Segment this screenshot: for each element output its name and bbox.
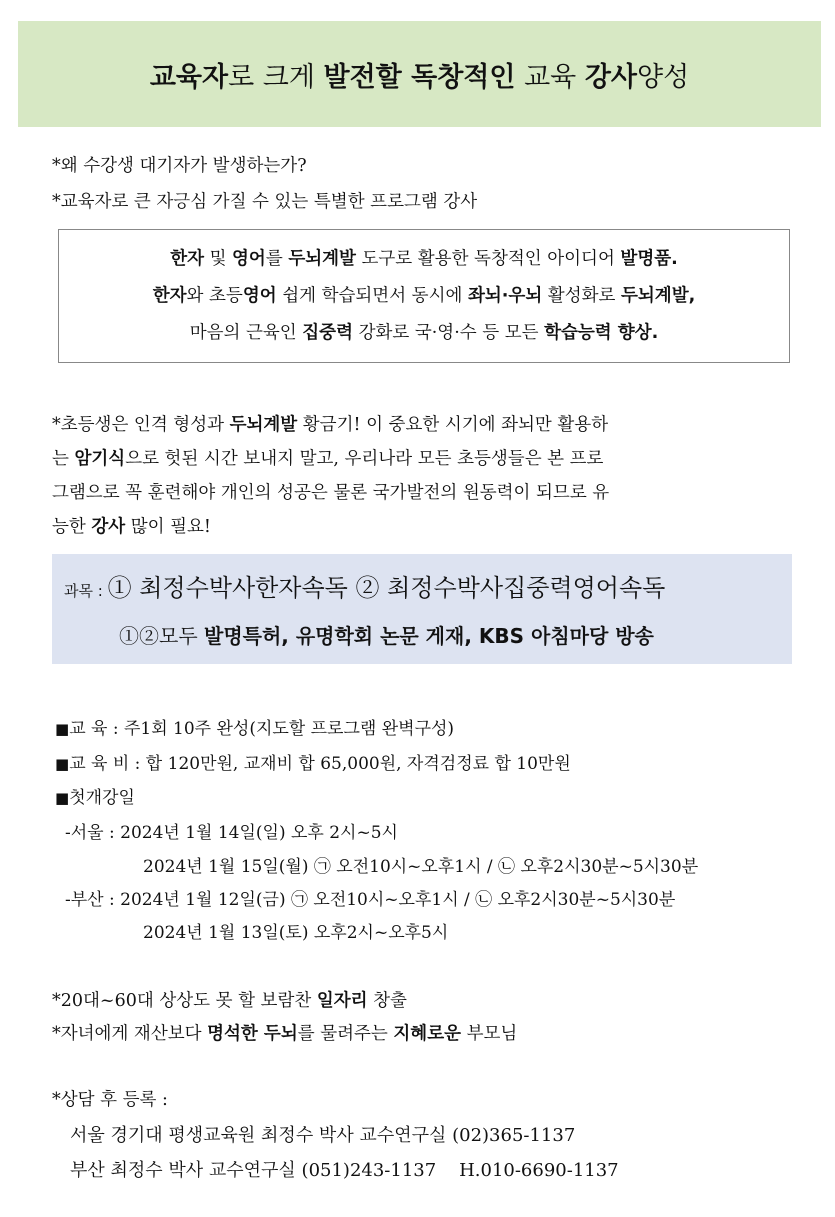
bullet-icon: ■ bbox=[55, 755, 70, 773]
para-line-4 bbox=[52, 510, 797, 544]
schedule-busan-2: 2024년 1월 13일(토) 오후2시~오후5시 bbox=[143, 923, 449, 943]
box-r1-0: 한자 bbox=[170, 248, 204, 269]
benefit-2c: 를 물려주는 bbox=[297, 1024, 394, 1044]
info-first-text: 첫개강일 bbox=[69, 788, 135, 808]
para-l1a: *초등생은 인격 형성과 bbox=[52, 415, 230, 435]
box-r3-2: 강화로 국·영·수 등 모든 bbox=[353, 322, 545, 343]
subjects-box bbox=[52, 554, 792, 664]
subjects-note bbox=[119, 620, 654, 649]
box-r2-2: 영어 bbox=[242, 285, 277, 306]
banner-t6: 양성 bbox=[637, 61, 690, 93]
info-education-text: 교 육 : 주1회 10주 완성(지도할 프로그램 완벽구성) bbox=[69, 719, 455, 739]
para-l4a: 능한 bbox=[52, 517, 92, 537]
box-r2-0: 한자 bbox=[152, 285, 187, 306]
subjects-row bbox=[64, 568, 665, 603]
benefit-1 bbox=[52, 987, 407, 1012]
banner-t4: 교육 bbox=[515, 61, 585, 93]
box-r1-6: 발명품. bbox=[620, 248, 678, 269]
box-r1-5: 도구로 활용한 독창적인 아이디어 bbox=[355, 248, 621, 269]
para-l2a: 는 bbox=[52, 449, 75, 469]
para-l1c: 황금기! 이 중요한 시기에 좌뇌만 활용하 bbox=[297, 415, 609, 435]
feature-box bbox=[58, 229, 790, 363]
contact-busan: 부산 최정수 박사 교수연구실 (051)243-1137 H.010-6690-1137 bbox=[70, 1160, 619, 1181]
para-l2b: 암기식 bbox=[74, 449, 126, 469]
banner-t5: 강사 bbox=[584, 61, 637, 93]
para-l2c: 으로 헛된 시간 보내지 말고, 우리나라 모든 초등생들은 본 프로 bbox=[125, 449, 604, 469]
contact-title: *상담 후 등록 : bbox=[52, 1090, 168, 1110]
box-r2-4: 좌뇌·우뇌 bbox=[467, 285, 543, 306]
title-banner bbox=[18, 21, 821, 127]
intro-question-1: *왜 수강생 대기자가 발생하는가? bbox=[52, 156, 307, 176]
banner-title bbox=[150, 55, 689, 94]
info-fee-text: 교 육 비 : 합 120만원, 교재비 합 65,000원, 자격검정료 합 10만원 bbox=[69, 754, 571, 774]
schedule-seoul-2: 2024년 1월 15일(월) ㉠ 오전10시~오후1시 / ㉡ 오후2시30분~5시30분 bbox=[143, 857, 699, 877]
info-education bbox=[55, 714, 454, 739]
box-r2-6: 두뇌계발, bbox=[620, 285, 696, 306]
benefit-2b: 명석한 두뇌 bbox=[207, 1024, 298, 1044]
benefit-1c: 창출 bbox=[367, 991, 407, 1011]
banner-t1: 교육자 bbox=[149, 61, 229, 93]
subjects-note-a: ①②모두 bbox=[119, 624, 204, 648]
subjects-label: 과목 : bbox=[64, 582, 108, 600]
schedule-seoul-1: -서울 : 2024년 1월 14일(일) 오후 2시~5시 bbox=[65, 823, 398, 843]
box-r2-5: 활성화로 bbox=[542, 285, 621, 306]
benefit-2e: 부모님 bbox=[461, 1024, 518, 1044]
description-paragraph bbox=[52, 408, 797, 544]
para-l4b: 강사 bbox=[91, 517, 126, 537]
box-r1-1: 및 bbox=[204, 248, 233, 269]
banner-t2: 로 크게 bbox=[228, 61, 324, 93]
bullet-icon: ■ bbox=[55, 789, 70, 807]
bullet-icon: ■ bbox=[55, 720, 70, 738]
contact-seoul: 서울 경기대 평생교육원 최정수 박사 교수연구실 (02)365-1137 bbox=[70, 1125, 576, 1146]
benefit-2d: 지혜로운 bbox=[393, 1024, 462, 1044]
feature-row-2 bbox=[153, 278, 696, 315]
benefit-1a: *20대~60대 상상도 못 할 보람찬 bbox=[52, 991, 317, 1011]
box-r3-3: 학습능력 향상. bbox=[544, 322, 659, 343]
benefit-2 bbox=[52, 1020, 517, 1045]
box-r3-0: 마음의 근육인 bbox=[189, 322, 303, 343]
box-r1-4: 두뇌계발 bbox=[288, 248, 356, 269]
benefit-2a: *자녀에게 재산보다 bbox=[52, 1024, 208, 1044]
box-r3-1: 집중력 bbox=[302, 322, 353, 343]
info-first-class bbox=[55, 783, 135, 808]
info-fee bbox=[55, 749, 571, 774]
feature-row-3 bbox=[190, 315, 659, 352]
box-r1-2: 영어 bbox=[232, 248, 266, 269]
subjects-items: ① 최정수박사한자속독 ② 최정수박사집중력영어속독 bbox=[107, 574, 666, 602]
banner-t3: 발전할 독창적인 bbox=[323, 61, 516, 93]
para-line-1 bbox=[52, 408, 797, 442]
intro-question-2: *교육자로 큰 자긍심 가질 수 있는 특별한 프로그램 강사 bbox=[52, 192, 478, 212]
feature-row-1 bbox=[170, 241, 678, 278]
schedule-busan-1: -부산 : 2024년 1월 12일(금) ㉠ 오전10시~오후1시 / ㉡ 오후2시30분~5시30분 bbox=[65, 890, 676, 910]
box-r1-3: 를 bbox=[265, 248, 289, 269]
para-l4c: 많이 필요! bbox=[125, 517, 211, 537]
para-l1b: 두뇌계발 bbox=[229, 415, 298, 435]
subjects-note-b: 발명특허, 유명학회 논문 게재, KBS 아침마당 방송 bbox=[204, 624, 654, 648]
para-line-3: 그램으로 꼭 훈련해야 개인의 성공은 물론 국가발전의 원동력이 되므로 유 bbox=[52, 483, 610, 503]
benefit-1b: 일자리 bbox=[316, 991, 368, 1011]
para-line-2 bbox=[52, 442, 797, 476]
box-r2-1: 와 초등 bbox=[186, 285, 243, 306]
box-r2-3: 쉽게 학습되면서 동시에 bbox=[276, 285, 468, 306]
